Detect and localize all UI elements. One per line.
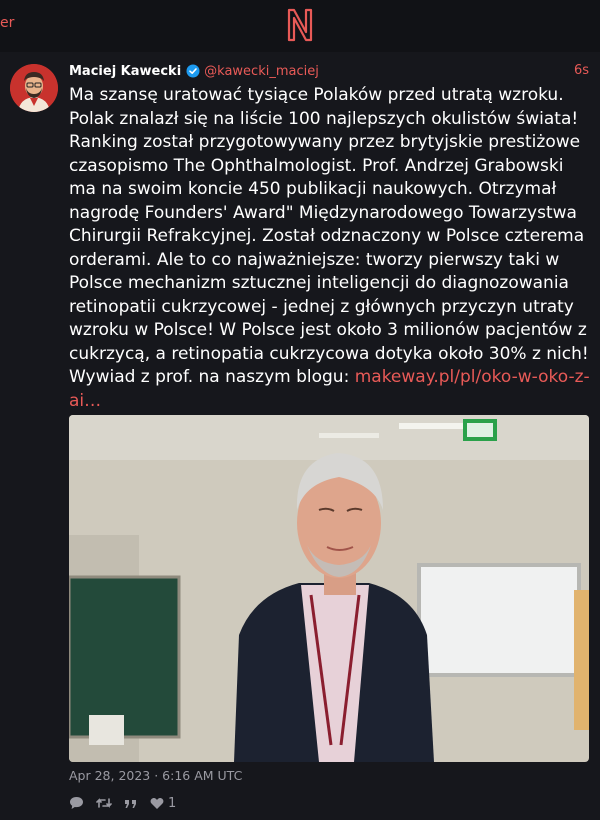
nav-fragment[interactable]: er — [0, 15, 15, 31]
post-time[interactable]: 6s — [573, 63, 589, 78]
post-image[interactable] — [69, 415, 589, 762]
post-body — [69, 84, 591, 413]
like-count: 1 — [168, 795, 177, 811]
retweet-button[interactable] — [96, 796, 112, 810]
quote-icon — [124, 796, 138, 810]
quote-button[interactable] — [124, 796, 138, 810]
avatar[interactable] — [10, 64, 58, 112]
verified-badge-icon — [186, 64, 200, 78]
post-header — [69, 61, 589, 81]
reply-button[interactable] — [69, 796, 84, 810]
post-text: Ma szansę uratować tysiące Polaków przed utratą wzroku. Polak znalazł się na liście 100 najlepszych okulistów świata! Ranking został przygotowywany przez brytyjskie prestiżowe czasopismo The Ophthalmologist. Prof. Andrzej Grabowski ma na swoim koncie 450 publikacji naukowych. Otrzymał nagrodę Founders' Award" Międzynarodowego Towarzystwa Chirurgii Refrakcyjnej. Został odznaczony w Polsce czterema orderami. Ale to co najważniejsze: tworzy pierwszy taki w Polsce mechanizm sztucznej inteligencji do diagnozowania retinopatii cukrzycowej - jednej z głównych przyczyn utraty wzroku w Polsce! W Polsce jest około 3 milionów pacjentów z cukrzycą, a retinopatia cukrzycowa dotyka około 30% z nich! Wywiad z prof. na naszym blogu: — [69, 85, 589, 387]
author-name[interactable]: Maciej Kawecki — [69, 63, 182, 79]
retweet-icon — [96, 796, 112, 810]
like-button[interactable] — [150, 796, 176, 811]
heart-icon — [150, 797, 164, 810]
post-date[interactable]: Apr 28, 2023 · 6:16 AM UTC — [69, 768, 243, 783]
reply-icon — [69, 796, 84, 810]
author-handle[interactable]: @kawecki_maciej — [204, 63, 319, 79]
post-actions — [69, 794, 176, 812]
portrait-photo — [69, 415, 589, 762]
n-logo-icon[interactable] — [286, 8, 314, 42]
top-bar — [0, 0, 600, 52]
post-link[interactable]: makeway.pl/pl/oko-w-oko-z-ai… — [69, 367, 590, 411]
avatar-illustration — [10, 64, 58, 112]
